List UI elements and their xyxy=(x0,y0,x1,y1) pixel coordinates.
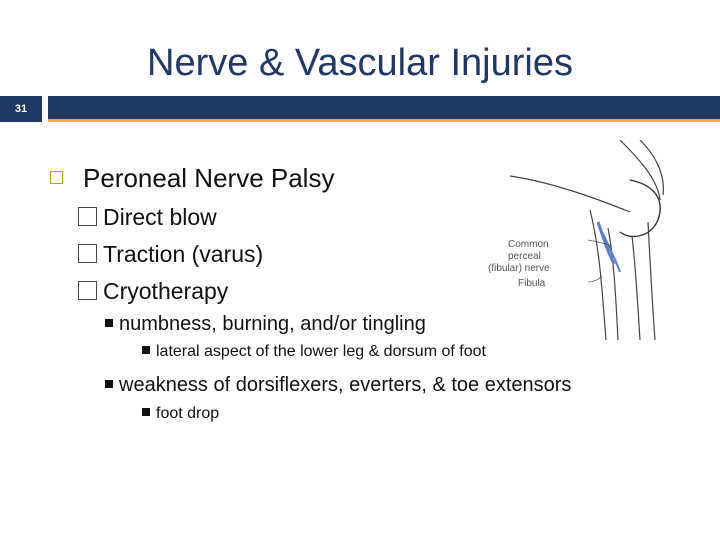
square-bullet-icon xyxy=(105,319,113,327)
square-bullet-icon xyxy=(142,346,150,354)
slide-number: 31 xyxy=(0,96,42,122)
figure-label-fibula: Fibula xyxy=(518,278,546,289)
cause-item xyxy=(78,241,263,268)
cause-label: Traction (varus) xyxy=(103,241,264,267)
cause-item xyxy=(78,204,217,231)
symptom-detail-text: foot drop xyxy=(156,405,220,422)
symptom-item xyxy=(105,313,426,336)
cause-label: Direct blow xyxy=(103,204,217,230)
main-bullet xyxy=(50,163,334,194)
figure-label-common: Common xyxy=(508,239,549,250)
figure-label-fibular-nerve: (fibular) nerve xyxy=(488,263,550,274)
main-heading: Peroneal Nerve Palsy xyxy=(83,163,335,193)
slide-title: Nerve & Vascular Injuries xyxy=(147,42,573,84)
hollow-square-bullet-icon xyxy=(50,171,63,184)
square-bullet-icon xyxy=(105,380,113,388)
checkbox-bullet-icon xyxy=(78,207,97,226)
figure-label-perceal: perceal xyxy=(508,251,541,262)
symptom-detail-text: lateral aspect of the lower leg & dorsum of foot xyxy=(156,343,486,360)
checkbox-bullet-icon xyxy=(78,281,97,300)
symptom-label: numbness, burning, and/or tingling xyxy=(119,313,426,335)
cause-item xyxy=(78,278,228,305)
cause-label: Cryotherapy xyxy=(103,278,229,304)
symptom-label: weakness of dorsiflexers, everters, & toe extensors xyxy=(119,374,572,396)
symptom-item xyxy=(105,374,571,397)
checkbox-bullet-icon xyxy=(78,244,97,263)
symptom-detail xyxy=(142,343,486,361)
square-bullet-icon xyxy=(142,408,150,416)
symptom-detail xyxy=(142,405,219,423)
